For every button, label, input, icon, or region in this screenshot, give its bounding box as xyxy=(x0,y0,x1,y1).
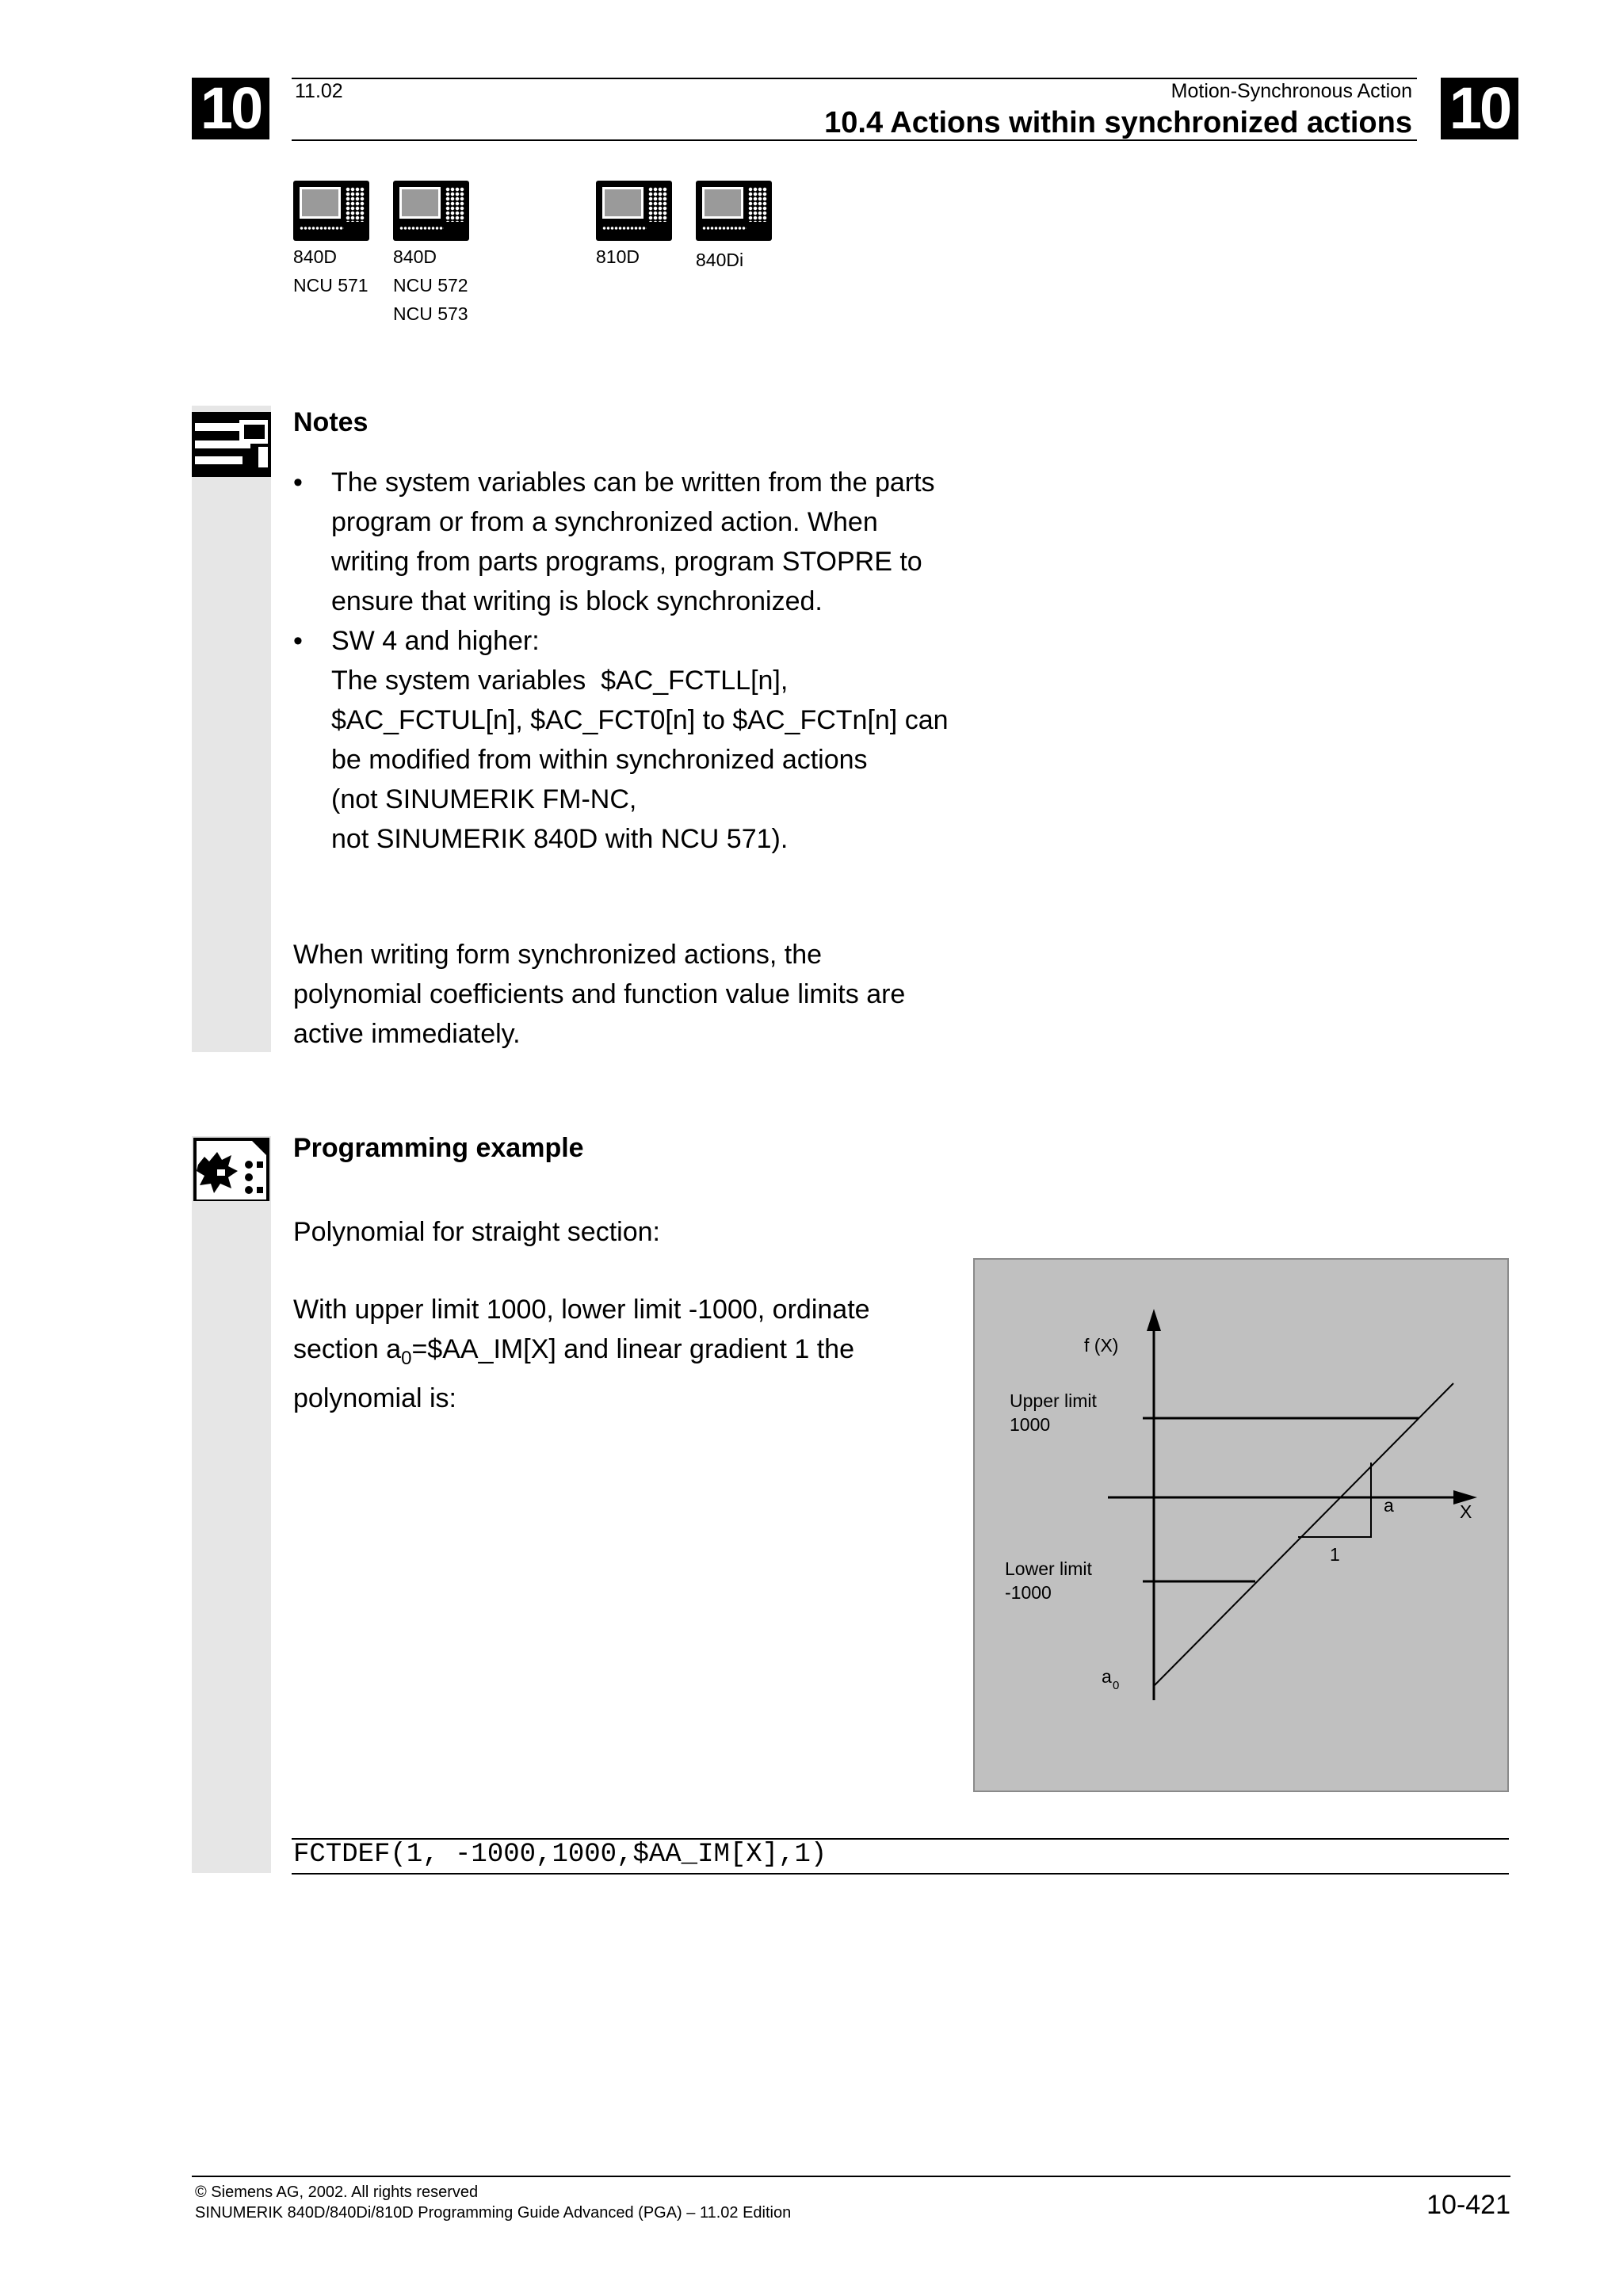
header-top-rule xyxy=(292,78,1417,79)
intercept-subscript: 0 xyxy=(1113,1679,1120,1692)
example-heading: Programming example xyxy=(293,1133,584,1163)
intercept-label: a xyxy=(1102,1666,1112,1687)
bullet-line: program or from a synchronized action. When xyxy=(331,507,878,537)
control-panel-icon-840d-ncu572 xyxy=(393,181,469,241)
function-line xyxy=(1154,1383,1453,1686)
bullet-icon: • xyxy=(293,467,303,498)
header-date: 11.02 xyxy=(295,80,343,102)
text-fragment: section a xyxy=(293,1334,402,1364)
x-axis-label: X xyxy=(1460,1501,1472,1522)
example-description xyxy=(293,1290,991,1418)
bullet-line: The system variables can be written from the parts xyxy=(331,467,935,498)
notes-heading: Notes xyxy=(293,407,369,437)
bullet-line: $AC_FCTUL[n], $AC_FCT0[n] to $AC_FCTn[n] can xyxy=(331,705,949,735)
device-ncu-label: NCU 571 xyxy=(293,275,369,296)
device-model-label: 840D xyxy=(393,246,437,267)
bullet-line: (not SINUMERIK FM-NC, xyxy=(331,784,637,814)
y-axis-label: f (X) xyxy=(1084,1335,1119,1356)
list-item xyxy=(293,621,991,859)
polynomial-diagram xyxy=(973,1258,1509,1792)
description-line: With upper limit 1000, lower limit -1000, ordinate xyxy=(293,1295,870,1325)
bullet-line: not SINUMERIK 840D with NCU 571). xyxy=(331,824,789,854)
header-chapter-title: Motion-Synchronous Action xyxy=(1170,80,1412,102)
footer-document-title: SINUMERIK 840D/840Di/810D Programming Guide Advanced (PGA) – 11.02 Edition xyxy=(195,2204,792,2222)
code-bottom-rule xyxy=(292,1873,1509,1875)
bullet-line: The system variables $AC_FCTLL[n], xyxy=(331,666,789,696)
footer-rule xyxy=(192,2176,1510,2177)
paragraph-line: active immediately. xyxy=(293,1019,521,1049)
text-fragment: =$AA_IM[X] and linear gradient 1 the xyxy=(411,1334,854,1364)
chapter-number-left: 10 xyxy=(192,78,269,139)
paragraph-line: When writing form synchronized actions, the xyxy=(293,940,823,970)
device-model-label: 840Di xyxy=(696,250,744,270)
description-line xyxy=(293,1329,991,1379)
example-margin-bar xyxy=(192,1136,271,1873)
list-item xyxy=(293,463,991,621)
lower-limit-label: Lower limit xyxy=(1005,1558,1092,1579)
device-ncu-label: NCU 572 NCU 573 xyxy=(393,275,468,324)
example-intro: Polynomial for straight section: xyxy=(293,1217,660,1247)
y-axis-arrow-icon xyxy=(1147,1309,1161,1331)
paragraph-line: polynomial coefficients and function value limits are xyxy=(293,979,906,1009)
bullet-line: writing from parts programs, program STOPRE to xyxy=(331,547,922,577)
description-line: polynomial is: xyxy=(293,1383,456,1413)
device-model-label: 810D xyxy=(596,246,640,267)
upper-limit-value: 1000 xyxy=(1010,1414,1051,1435)
page-number: 10-421 xyxy=(1426,2190,1510,2220)
control-panel-icon-810d xyxy=(596,181,672,241)
slope-rise-label: a xyxy=(1384,1495,1394,1516)
slope-triangle xyxy=(1298,1463,1371,1537)
chapter-number-right: 10 xyxy=(1441,78,1518,139)
code-line: FCTDEF(1, -1000,1000,$AA_IM[X],1) xyxy=(293,1840,827,1870)
bullet-icon: • xyxy=(293,626,303,656)
bullet-line: be modified from within synchronized actions xyxy=(331,745,868,775)
control-panel-icon-840di xyxy=(696,181,772,241)
notes-margin-bar xyxy=(192,406,271,1052)
bullet-line: ensure that writing is block synchronized. xyxy=(331,586,823,616)
subscript: 0 xyxy=(401,1347,412,1369)
programming-example-icon xyxy=(193,1138,269,1201)
notes-bullet-list xyxy=(293,463,991,859)
slope-run-label: 1 xyxy=(1330,1544,1340,1565)
control-panel-icon-840d-ncu571 xyxy=(293,181,369,241)
pointing-hand-icon xyxy=(192,412,271,477)
footer-copyright: © Siemens AG, 2002. All rights reserved xyxy=(195,2183,479,2201)
notes-paragraph xyxy=(293,935,991,1054)
bullet-line: SW 4 and higher: xyxy=(331,626,540,656)
section-title: 10.4 Actions within synchronized actions xyxy=(824,106,1412,139)
lower-limit-value: -1000 xyxy=(1005,1582,1052,1603)
upper-limit-label: Upper limit xyxy=(1010,1390,1097,1411)
header-bottom-rule xyxy=(292,139,1417,141)
device-model-label: 840D xyxy=(293,246,337,267)
